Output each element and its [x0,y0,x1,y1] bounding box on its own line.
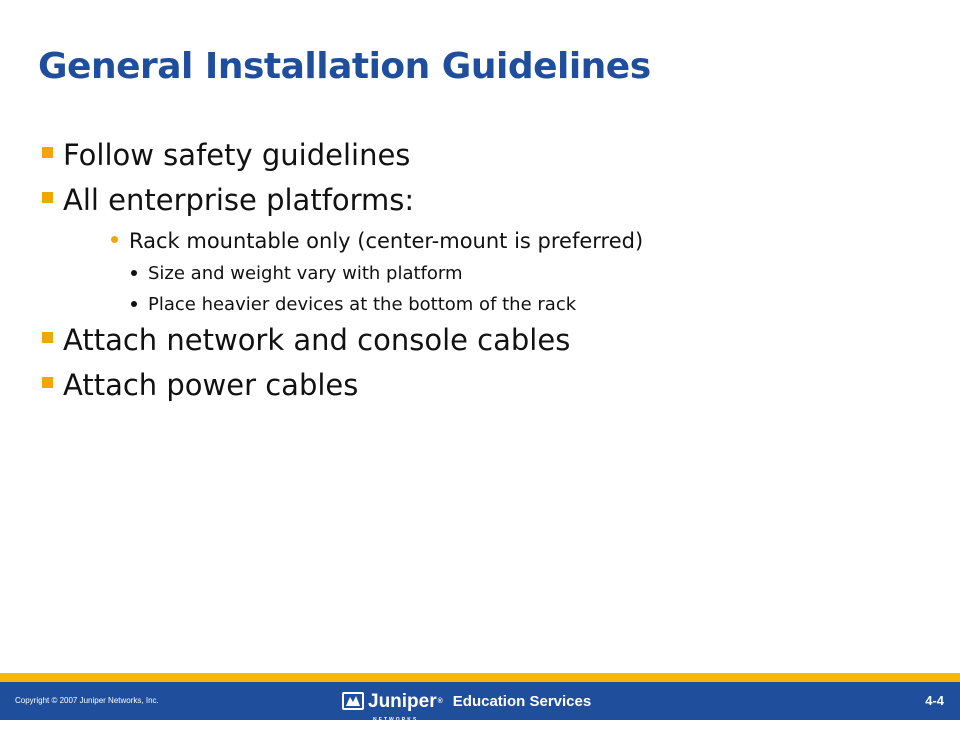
brand-wordmark [368,690,443,723]
square-bullet-icon [42,192,53,203]
brand-logo [342,687,592,723]
page-number: 4-4 [925,693,944,708]
sub-sub-bullet-item [148,263,463,284]
round-bullet-icon [131,270,137,276]
sub-sub-bullet-item [148,294,576,315]
footer-accent-rule [0,673,960,682]
bullet-text: All enterprise platforms: [63,183,415,217]
brand-name: Juniper [368,690,437,712]
bullet-text: Attach power cables [63,368,359,402]
brand-subtitle: NETWORKS [373,716,419,723]
round-bullet-icon [111,236,118,243]
slide-title: General Installation Guidelines [38,46,651,87]
sub-sub-bullet-text: Place heavier devices at the bottom of the rack [148,294,577,315]
square-bullet-icon [42,377,53,388]
bullet-text: Attach network and console cables [63,323,571,357]
bullet-item [63,323,570,357]
square-bullet-icon [42,147,53,158]
division-label: Education Services [452,692,592,710]
bullet-text: Follow safety guidelines [63,138,411,172]
sub-sub-bullet-text: Size and weight vary with platform [148,263,463,284]
bullet-item [63,138,410,172]
sub-bullet-item [129,229,643,253]
bullet-item [63,368,358,402]
bullet-item [63,183,414,217]
square-bullet-icon [42,332,53,343]
footer-bar [0,682,960,723]
registered-mark: ® [437,697,443,705]
round-bullet-icon [131,301,137,307]
copyright-text: Copyright © 2007 Juniper Networks, Inc. [15,696,159,705]
juniper-logo-icon [342,692,364,710]
sub-bullet-text: Rack mountable only (center-mount is preferred) [129,229,644,253]
